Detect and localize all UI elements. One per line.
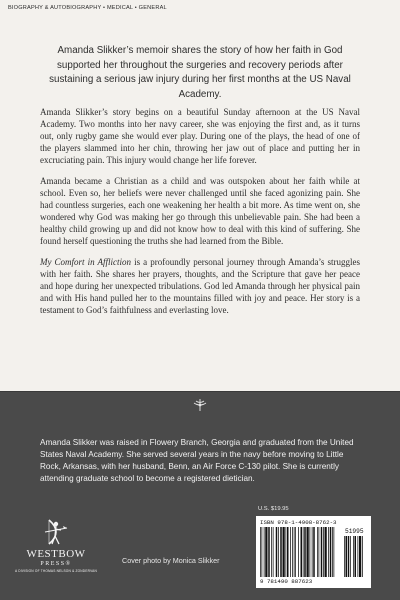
barcode-bar — [278, 527, 279, 577]
barcode-block — [256, 516, 371, 588]
barcode-bar — [298, 527, 299, 577]
barcode-bar — [268, 527, 270, 577]
barcode-bar — [362, 536, 363, 577]
book-title-italic: My Comfort in Affliction — [40, 257, 132, 268]
barcode-bar — [262, 527, 263, 577]
barcode-bar — [332, 527, 333, 577]
barcode-bar — [264, 527, 265, 577]
description-paragraph-2: Amanda became a Christian as a child and was outspoken about her faith while at school. Even so, her beliefs were never challenged until she faced agonizing pain. She had countless surgeries, each one weakening her health a bit more. As time went on, she wondered why God was making her go through this unbelievable pain. She had been a healthy child growing up and did not know how to deal with this kind of suffering. She found herself questioning the truths she had learned from the Bible. — [40, 175, 360, 247]
barcode-bar — [273, 527, 274, 577]
photo-credit: Cover photo by Monica Slikker — [122, 556, 220, 565]
barcode-bar — [355, 536, 357, 577]
barcode-bar — [321, 527, 323, 577]
author-bio: Amanda Slikker was raised in Flowery Branch, Georgia and graduated from the United States Naval Academy. She served several years in the navy before moving to Little Rock, Arkansas, with her husband, Benn, an Air Force C-130 pilot. She is currently attending graduate school to become a registered dietician. — [40, 438, 354, 483]
barcode-bar — [290, 527, 291, 577]
description-paragraph-3-text: is a profoundly personal journey through Amanda’s struggles with her faith. She shares her prayers, thoughts, and the Scripture that gave her peace and hope during her unexpected tribulations. God led Amanda through her physical pain and with His hand pulled her to the mountains filled with joy and peace. Her story is a testament to God’s faithfulness and everlasting love. — [40, 257, 360, 316]
barcode-bar — [348, 536, 350, 577]
publisher-name: WESTBOW — [26, 548, 86, 560]
ornament-icon — [190, 398, 210, 412]
barcode-bar — [319, 527, 320, 577]
barcode-bar — [280, 527, 282, 577]
barcode-bar — [344, 536, 345, 577]
barcode-bar — [317, 527, 318, 577]
barcode-bar — [271, 527, 272, 577]
barcode-icon — [260, 527, 342, 577]
barcode-bar — [301, 527, 303, 577]
barcode-bar — [328, 527, 329, 577]
barcode-number: 9 781490 887623 — [260, 578, 313, 585]
barcode-bar — [286, 527, 287, 577]
description-paragraph-3 — [40, 256, 360, 316]
barcode-bar — [295, 527, 296, 577]
description-body — [40, 106, 360, 325]
barcode-bar — [312, 527, 313, 577]
barcode-bar — [323, 527, 324, 577]
description-paragraph-1: Amanda Slikker’s story begins on a beautiful Sunday afternoon at the US Naval Academy. Two months into her navy career, she was enjoying the first and, as it turns out, only rugby game she would ever play. During one of the plays, the head of one of the players slammed into her chin, throwing her jaw out of place and putting her in excruciating pain. This injury would change her life forever. — [40, 107, 360, 166]
barcode-bar — [304, 527, 306, 577]
barcode-bar — [294, 527, 295, 577]
barcode-bar — [325, 527, 327, 577]
intro-summary: Amanda Slikker’s memoir shares the story of how her faith in God supported her throughout the surgeries and recovery periods after sustaining a serious jaw injury during her first months at the US Naval Academy. — [49, 45, 351, 100]
barcode-bar — [276, 527, 278, 577]
barcode-bar — [313, 527, 315, 577]
barcode-bar — [353, 536, 354, 577]
archer-icon — [43, 518, 69, 546]
publisher-logo — [14, 518, 98, 594]
barcode-bar — [334, 527, 335, 577]
barcode-bar — [283, 527, 285, 577]
barcode-bar — [330, 527, 332, 577]
price-addon-code: 51995 — [345, 528, 364, 535]
barcode-bar — [260, 527, 261, 577]
barcode-bar — [359, 536, 361, 577]
barcode-bar — [358, 536, 359, 577]
barcode-bar — [303, 527, 304, 577]
publisher-press: PRESS® — [40, 561, 72, 567]
barcode-bar — [292, 527, 293, 577]
publisher-division: A DIVISION OF THOMAS NELSON & ZONDERVAN — [14, 569, 97, 573]
barcode-bar — [287, 527, 289, 577]
barcode-bar — [307, 527, 309, 577]
barcode-bar — [350, 536, 351, 577]
barcode-bar — [265, 527, 267, 577]
barcode-bar — [346, 536, 348, 577]
category-label: BIOGRAPHY & AUTOBIOGRAPHY • MEDICAL • GENERAL — [8, 5, 167, 11]
price-label: U.S. $19.95 — [258, 506, 289, 512]
barcode-bar — [310, 527, 311, 577]
isbn-label: ISBN 978-1-4908-8762-3 — [260, 519, 337, 526]
panel-divider — [0, 391, 400, 392]
addon-barcode-icon — [344, 536, 368, 577]
